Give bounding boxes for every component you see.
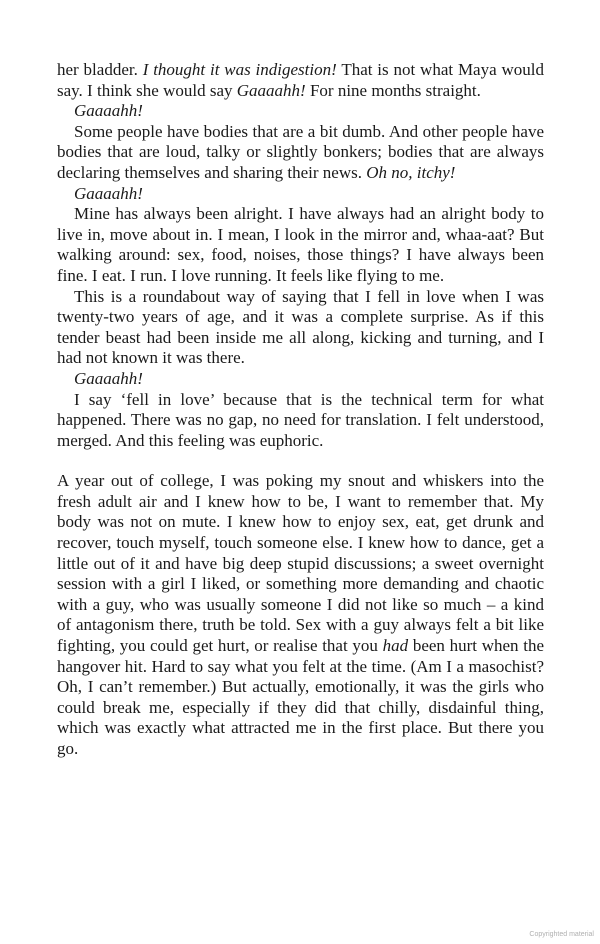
exclamation-line-1 bbox=[57, 101, 544, 122]
italic-phrase: Oh no, itchy! bbox=[366, 162, 456, 182]
text-run: her bladder. bbox=[57, 60, 143, 79]
paragraph-4 bbox=[57, 287, 544, 369]
italic-phrase: Gaaaahh! bbox=[236, 80, 306, 100]
text-run: Gaaaahh! bbox=[74, 368, 143, 388]
text-run: A year out of college, I was poking my snout and whiskers into the fresh adult air and I knew how to be, I want to remember that. My body was not on mute. I knew how to enjoy sex, eat, get drunk and recover, touch myself, touch someone else. I knew how to dance, get a little out of it and have big deep stupid discussions; a sweet overnight session with a girl I liked, or something more demanding and chaotic with a guy, who was usually someone I did not like so much – a kind of antagonism there, truth be told. Sex with a guy always felt a bit like fighting, you could get hurt, or realise that you bbox=[57, 471, 544, 656]
text-run: I say ‘fell in love’ because that is the technical term for what happened. There was no gap, no need for translation. I felt understood, merged. And this feeling was euphoric. bbox=[57, 389, 544, 450]
paragraph-5 bbox=[57, 390, 544, 452]
paragraph-6 bbox=[57, 471, 544, 759]
exclamation-line-3 bbox=[57, 369, 544, 390]
text-run: been hurt when the hangover hit. Hard to say what you felt at the time. (Am I a masochist? Oh, I can’t remember.) But actually, emotionally, it was the girls who could break me, especially if they did that chilly, disdainful thing, which was exactly what attracted me in the first place. But there you go. bbox=[57, 636, 544, 758]
book-page bbox=[57, 60, 544, 760]
italic-phrase: had bbox=[382, 636, 409, 656]
italic-phrase: I thought it was indigestion! bbox=[142, 60, 337, 79]
paragraph-1 bbox=[57, 60, 544, 101]
text-run: Some people have bodies that are a bit dumb. And other people have bodies that are loud, talky or slightly bonkers; bodies that are always declaring themselves and sharing their news. bbox=[57, 121, 544, 182]
text-run: Mine has always been alright. I have always had an alright body to live in, move about in. I mean, I look in the mirror and, whaa-aat? But walking around: sex, food, noises, those things? I have always been fine. I eat. I run. I love running. It feels like flying to me. bbox=[57, 204, 544, 285]
section-break bbox=[57, 451, 544, 471]
text-run: That is not what Maya would say. I think she would say bbox=[57, 60, 544, 100]
exclamation-line-2 bbox=[57, 184, 544, 205]
paragraph-2 bbox=[57, 122, 544, 184]
text-run: Gaaaahh! bbox=[74, 101, 143, 121]
text-run: Gaaaahh! bbox=[74, 183, 143, 203]
text-run: For nine months straight. bbox=[305, 80, 481, 100]
paragraph-3 bbox=[57, 204, 544, 286]
copyright-watermark: Copyrighted material bbox=[529, 931, 594, 938]
text-run: This is a roundabout way of saying that I fell in love when I was twenty-two years of age, and it was a complete surprise. As if this tender beast had been inside me all along, kicking and turning, and I had not known it was there. bbox=[57, 286, 544, 368]
